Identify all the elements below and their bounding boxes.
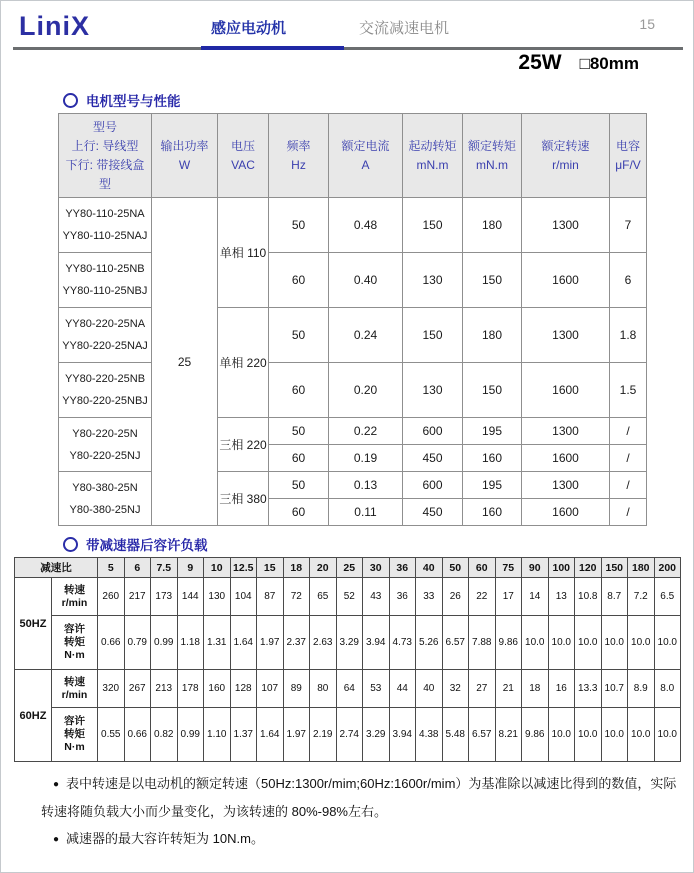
speed-value-cell: 260 [98,578,125,616]
ratio-header-cell: 20 [310,558,337,578]
spec-value-cell: / [610,499,647,526]
ratio-header-cell: 9 [177,558,204,578]
spec-value-cell: 0.40 [329,253,403,308]
voltage-cell: 单相 220 [218,308,269,418]
speed-value-cell: 16 [548,670,575,708]
torque-value-cell: 0.99 [151,616,178,670]
ratio-header-cell: 36 [389,558,416,578]
speed-value-cell: 13 [548,578,575,616]
spec-value-cell: 450 [403,445,463,472]
note-item [41,770,683,825]
note-item [41,825,683,853]
torque-value-cell: 1.31 [204,616,231,670]
spec-value-cell: 50 [269,308,329,363]
torque-value-cell: 0.66 [124,708,151,762]
speed-value-cell: 107 [257,670,284,708]
torque-value-cell: 1.97 [283,708,310,762]
speed-value-cell: 52 [336,578,363,616]
torque-value-cell: 10.0 [628,616,655,670]
speed-value-cell: 72 [283,578,310,616]
speed-value-cell: 10.7 [601,670,628,708]
column-header: 频率 Hz [269,114,329,198]
torque-label-cell: 容许 转矩 N·m [52,616,98,670]
speed-value-cell: 21 [495,670,522,708]
speed-value-cell: 17 [495,578,522,616]
speed-value-cell: 36 [389,578,416,616]
header-divider [13,47,683,50]
column-header: 电容 μF/V [610,114,647,198]
column-header: 额定转矩 mN.m [463,114,522,198]
spec-value-cell: 60 [269,499,329,526]
speed-value-cell: 53 [363,670,390,708]
model-cell: Y80-380-25N Y80-380-25NJ [59,472,152,526]
spec-value-cell: 150 [403,308,463,363]
note-text: 表中转速是以电动机的额定转速（50Hz:1300r/mim;60Hz:1600r/mim）为基准除以减速比得到的数值，实际转速将随负载大小而少量变化，为该转速的 80%-98%左右。 [41,776,677,819]
spec-value-cell: 450 [403,499,463,526]
torque-value-cell: 3.94 [363,616,390,670]
spec-value-cell: / [610,418,647,445]
ratio-header-cell: 7.5 [151,558,178,578]
frequency-cell: 60HZ [15,670,52,762]
speed-value-cell: 128 [230,670,257,708]
ratio-header-cell: 200 [654,558,681,578]
model-column-header: 型号 上行: 导线型 下行: 带接线盒 型 [59,114,152,198]
column-header: 额定转速 r/min [522,114,610,198]
tab-induction-motor[interactable]: 感应电动机 [211,20,287,37]
spec-value-cell: 1300 [522,198,610,253]
ratio-header-cell: 40 [416,558,443,578]
spec-value-cell: 180 [463,198,522,253]
model-cell: YY80-110-25NA YY80-110-25NAJ [59,198,152,253]
speed-value-cell: 27 [469,670,496,708]
spec-value-cell: 1300 [522,418,610,445]
spec-value-cell: 0.20 [329,363,403,418]
speed-value-cell: 104 [230,578,257,616]
column-header: 输出功率 W [152,114,218,198]
spec-value-cell: 50 [269,198,329,253]
column-header: 额定电流 A [329,114,403,198]
torque-value-cell: 10.0 [601,708,628,762]
torque-value-cell: 0.79 [124,616,151,670]
spec-value-cell: 7 [610,198,647,253]
ratio-header-cell: 5 [98,558,125,578]
speed-value-cell: 33 [416,578,443,616]
spec-value-cell: 1600 [522,363,610,418]
torque-value-cell: 9.86 [495,616,522,670]
ratio-header-cell: 6 [124,558,151,578]
spec-value-cell: 50 [269,418,329,445]
torque-value-cell: 3.29 [363,708,390,762]
torque-value-cell: 1.37 [230,708,257,762]
spec-value-cell: 0.48 [329,198,403,253]
spec-value-cell: 60 [269,445,329,472]
ratio-header-cell: 15 [257,558,284,578]
power-rating: 25W [518,51,562,74]
torque-value-cell: 0.66 [98,616,125,670]
note-text: 减速器的最大容许转矩为 10N.m。 [66,831,264,846]
speed-value-cell: 13.3 [575,670,602,708]
ratio-header-cell: 75 [495,558,522,578]
spec-value-cell: 600 [403,472,463,499]
page-number: 15 [639,16,655,32]
spec-value-cell: 60 [269,253,329,308]
ratio-header-cell: 90 [522,558,549,578]
torque-value-cell: 2.37 [283,616,310,670]
spec-value-cell: 1.5 [610,363,647,418]
spec-value-cell: 130 [403,253,463,308]
spec-value-cell: 150 [463,253,522,308]
spec-value-cell: 60 [269,363,329,418]
voltage-cell: 三相 380 [218,472,269,526]
spec-value-cell: 1300 [522,308,610,363]
speed-value-cell: 8.9 [628,670,655,708]
spec-value-cell: 0.19 [329,445,403,472]
torque-value-cell: 10.0 [548,708,575,762]
speed-value-cell: 144 [177,578,204,616]
section-motor-performance [63,90,181,110]
torque-value-cell: 2.63 [310,616,337,670]
speed-value-cell: 22 [469,578,496,616]
spec-value-cell: 0.13 [329,472,403,499]
footnotes [41,770,683,853]
spec-value-cell: 1600 [522,499,610,526]
speed-value-cell: 64 [336,670,363,708]
speed-value-cell: 89 [283,670,310,708]
torque-value-cell: 4.38 [416,708,443,762]
speed-value-cell: 8.7 [601,578,628,616]
spec-value-cell: 160 [463,445,522,472]
spec-value-cell: 0.24 [329,308,403,363]
torque-value-cell: 0.82 [151,708,178,762]
torque-value-cell: 6.57 [442,616,469,670]
linix-logo: LiniX [19,11,90,41]
torque-label-cell: 容许 转矩 N·m [52,708,98,762]
model-cell: YY80-220-25NB YY80-220-25NBJ [59,363,152,418]
torque-value-cell: 10.0 [601,616,628,670]
tab-ac-gear-motor[interactable]: 交流减速电机 [359,20,450,37]
ratio-header-cell: 180 [628,558,655,578]
active-tab-underline [201,46,344,50]
torque-value-cell: 10.0 [548,616,575,670]
spec-value-cell: 1600 [522,445,610,472]
torque-value-cell: 3.94 [389,708,416,762]
ratio-corner-header: 减速比 [15,558,98,578]
speed-value-cell: 160 [204,670,231,708]
speed-value-cell: 43 [363,578,390,616]
ratio-header-cell: 30 [363,558,390,578]
model-cell: Y80-220-25N Y80-220-25NJ [59,418,152,472]
speed-value-cell: 10.8 [575,578,602,616]
frequency-cell: 50HZ [15,578,52,670]
circle-bullet-icon [63,537,78,552]
spec-value-cell: / [610,472,647,499]
spec-value-cell: 0.11 [329,499,403,526]
speed-label-cell: 转速 r/min [52,670,98,708]
speed-value-cell: 40 [416,670,443,708]
speed-value-cell: 267 [124,670,151,708]
torque-value-cell: 5.48 [442,708,469,762]
torque-value-cell: 4.73 [389,616,416,670]
spec-value-cell: 195 [463,418,522,445]
speed-value-cell: 8.0 [654,670,681,708]
ratio-header-cell: 150 [601,558,628,578]
circle-bullet-icon [63,93,78,108]
speed-value-cell: 320 [98,670,125,708]
speed-value-cell: 178 [177,670,204,708]
bullet-icon: ● [53,779,60,790]
torque-value-cell: 5.26 [416,616,443,670]
speed-value-cell: 32 [442,670,469,708]
product-title [518,51,639,75]
torque-value-cell: 2.74 [336,708,363,762]
ratio-header-cell: 10 [204,558,231,578]
ratio-header-cell: 18 [283,558,310,578]
voltage-cell: 三相 220 [218,418,269,472]
ratio-header-cell: 50 [442,558,469,578]
model-cell: YY80-110-25NB YY80-110-25NBJ [59,253,152,308]
torque-value-cell: 10.0 [654,616,681,670]
torque-value-cell: 1.97 [257,616,284,670]
torque-value-cell: 7.88 [469,616,496,670]
torque-value-cell: 1.18 [177,616,204,670]
torque-value-cell: 9.86 [522,708,549,762]
speed-value-cell: 6.5 [654,578,681,616]
bullet-icon: ● [53,834,60,845]
speed-value-cell: 80 [310,670,337,708]
torque-value-cell: 8.21 [495,708,522,762]
section-gear-load [63,534,208,554]
spec-value-cell: / [610,445,647,472]
torque-value-cell: 0.99 [177,708,204,762]
voltage-cell: 单相 110 [218,198,269,308]
speed-value-cell: 65 [310,578,337,616]
torque-value-cell: 10.0 [522,616,549,670]
speed-value-cell: 173 [151,578,178,616]
model-cell: YY80-220-25NA YY80-220-25NAJ [59,308,152,363]
section-title-gear-load: 带减速器后容许负载 [86,538,208,553]
speed-value-cell: 213 [151,670,178,708]
section-title-motor-performance: 电机型号与性能 [86,94,181,109]
torque-value-cell: 10.0 [628,708,655,762]
spec-value-cell: 180 [463,308,522,363]
torque-value-cell: 1.10 [204,708,231,762]
speed-value-cell: 130 [204,578,231,616]
torque-value-cell: 1.64 [230,616,257,670]
spec-value-cell: 600 [403,418,463,445]
speed-value-cell: 26 [442,578,469,616]
torque-value-cell: 1.64 [257,708,284,762]
motor-spec-table [58,113,647,526]
frame-size: □80mm [579,54,639,73]
speed-label-cell: 转速 r/min [52,578,98,616]
torque-value-cell: 0.55 [98,708,125,762]
torque-value-cell: 10.0 [575,708,602,762]
torque-value-cell: 6.57 [469,708,496,762]
ratio-header-cell: 100 [548,558,575,578]
spec-value-cell: 6 [610,253,647,308]
torque-value-cell: 2.19 [310,708,337,762]
torque-value-cell: 3.29 [336,616,363,670]
speed-value-cell: 44 [389,670,416,708]
ratio-header-cell: 120 [575,558,602,578]
spec-value-cell: 50 [269,472,329,499]
speed-value-cell: 14 [522,578,549,616]
torque-value-cell: 10.0 [654,708,681,762]
spec-value-cell: 195 [463,472,522,499]
ratio-header-cell: 25 [336,558,363,578]
spec-value-cell: 130 [403,363,463,418]
ratio-header-cell: 60 [469,558,496,578]
speed-value-cell: 217 [124,578,151,616]
speed-value-cell: 87 [257,578,284,616]
column-header: 电压 VAC [218,114,269,198]
spec-value-cell: 150 [463,363,522,418]
speed-value-cell: 18 [522,670,549,708]
output-power-cell: 25 [152,198,218,526]
ratio-header-cell: 12.5 [230,558,257,578]
spec-value-cell: 1.8 [610,308,647,363]
spec-value-cell: 1600 [522,253,610,308]
column-header: 起动转矩 mN.m [403,114,463,198]
spec-value-cell: 1300 [522,472,610,499]
spec-value-cell: 160 [463,499,522,526]
torque-value-cell: 10.0 [575,616,602,670]
speed-value-cell: 7.2 [628,578,655,616]
spec-value-cell: 0.22 [329,418,403,445]
spec-value-cell: 150 [403,198,463,253]
gear-load-table [14,557,681,762]
